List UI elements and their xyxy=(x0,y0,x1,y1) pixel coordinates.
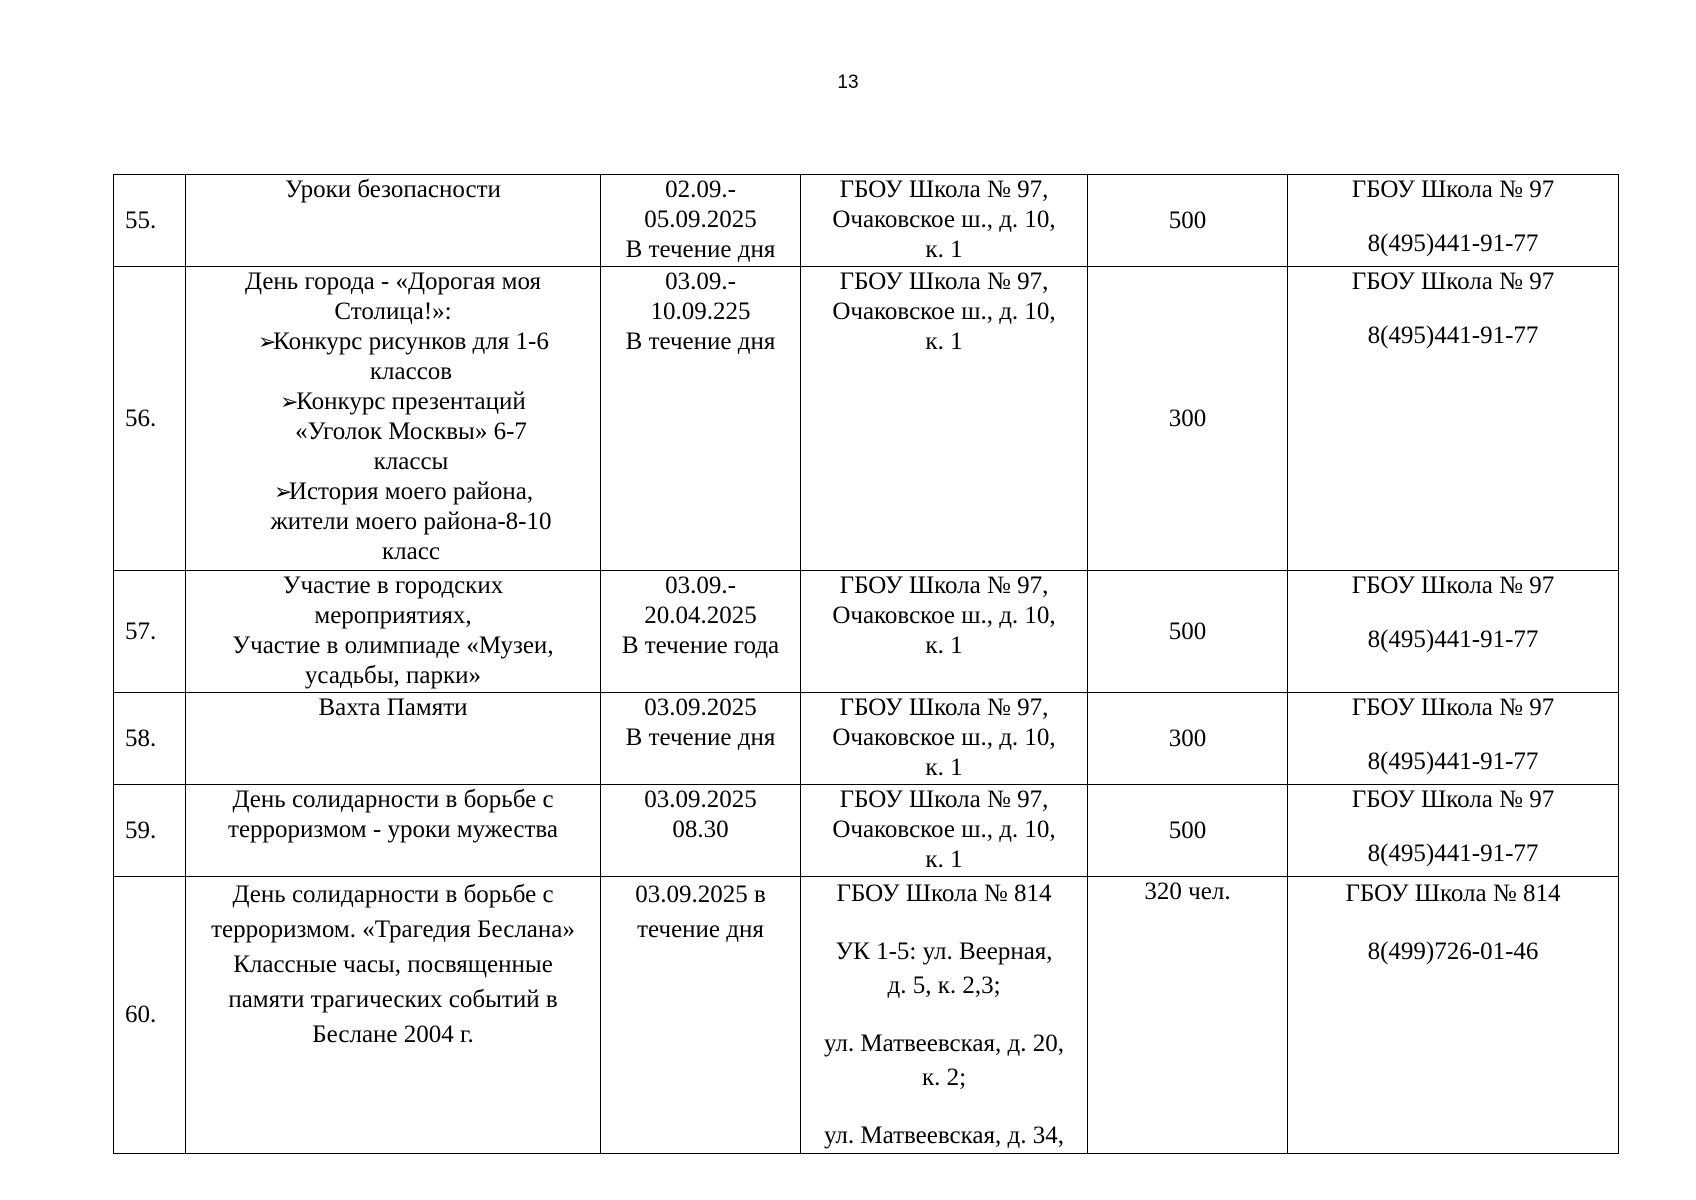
event-text: мероприятиях, xyxy=(314,602,472,629)
event-text: Беслане 2004 г. xyxy=(312,1021,474,1048)
responsible-name: ГБОУ Школа № 97 xyxy=(1351,694,1555,721)
venue-cell xyxy=(801,693,1088,785)
event-cell xyxy=(186,175,601,267)
venue-school: ГБОУ Школа № 814 xyxy=(836,880,1052,907)
row-number: 58. xyxy=(114,693,186,785)
venue-text: к. 1 xyxy=(925,632,963,659)
date-text: В течение дня xyxy=(625,236,776,263)
event-text: Вахта Памяти xyxy=(318,694,468,721)
responsible-name: ГБОУ Школа № 97 xyxy=(1351,572,1555,599)
venue-text: Очаковское ш., д. 10, xyxy=(832,206,1056,233)
date-text: 03.09.2025 xyxy=(644,786,757,813)
list-item: ➢ История моего района, жители моего района-8-10 класс xyxy=(270,478,552,565)
arrow-bullet-icon: ➢ xyxy=(258,329,277,354)
date-text: 05.09.2025 xyxy=(644,206,757,233)
dates-cell xyxy=(601,693,801,785)
responsible-phone: 8(495)441-91-77 xyxy=(1367,230,1539,257)
venue-cell xyxy=(801,571,1088,693)
venue-text: Очаковское ш., д. 10, xyxy=(832,298,1056,325)
venue-address: д. 5, к. 2,3; xyxy=(887,972,1001,999)
date-text: В течение года xyxy=(621,632,780,659)
row-number: 60. xyxy=(114,877,186,1154)
arrow-bullet-icon: ➢ xyxy=(274,479,293,504)
events-table xyxy=(113,174,1619,1154)
venue-text: ГБОУ Школа № 97, xyxy=(839,694,1049,721)
responsible-cell xyxy=(1288,175,1619,267)
event-cell xyxy=(186,571,601,693)
venue-text: ГБОУ Школа № 97, xyxy=(839,786,1049,813)
table-row xyxy=(114,785,1619,877)
participants-cell: 500 xyxy=(1088,785,1288,877)
responsible-name: ГБОУ Школа № 97 xyxy=(1351,786,1555,813)
venue-cell xyxy=(801,877,1088,1154)
row-number: 55. xyxy=(114,175,186,267)
participants-cell: 300 xyxy=(1088,693,1288,785)
responsible-phone: 8(495)441-91-77 xyxy=(1367,626,1539,653)
date-text: 20.04.2025 xyxy=(644,602,757,629)
event-cell xyxy=(186,693,601,785)
venue-text: ГБОУ Школа № 97, xyxy=(839,268,1049,295)
venue-text: Очаковское ш., д. 10, xyxy=(832,724,1056,751)
date-text: течение дня xyxy=(637,916,764,943)
table-row xyxy=(114,877,1619,1154)
table-row xyxy=(114,267,1619,571)
arrow-bullet-icon: ➢ xyxy=(280,389,299,414)
venue-text: к. 1 xyxy=(925,236,963,263)
venue-text: к. 1 xyxy=(925,846,963,873)
table-row xyxy=(114,175,1619,267)
participants-cell: 320 чел. xyxy=(1088,877,1288,1154)
dates-cell xyxy=(601,175,801,267)
responsible-phone: 8(495)441-91-77 xyxy=(1367,322,1539,349)
participants-cell: 500 xyxy=(1088,175,1288,267)
row-number: 56. xyxy=(114,267,186,571)
event-text: Классные часы, посвященные xyxy=(233,951,553,978)
responsible-cell xyxy=(1288,693,1619,785)
page-number: 13 xyxy=(837,72,859,93)
responsible-name: ГБОУ Школа № 814 xyxy=(1345,880,1561,907)
event-cell xyxy=(186,785,601,877)
participants-cell: 500 xyxy=(1088,571,1288,693)
list-item: ➢ Конкурс рисунков для 1-6 классов xyxy=(258,328,549,385)
row-number: 57. xyxy=(114,571,186,693)
responsible-cell xyxy=(1288,785,1619,877)
event-text: терроризмом. «Трагедия Беслана» xyxy=(211,916,575,943)
event-text: Участие в городских xyxy=(282,572,504,599)
event-text: День солидарности в борьбе с xyxy=(232,881,554,908)
event-cell xyxy=(186,877,601,1154)
event-text: усадьбы, парки» xyxy=(304,662,482,689)
row-number: 59. xyxy=(114,785,186,877)
event-text: День солидарности в борьбе с xyxy=(232,786,554,813)
date-text: В течение дня xyxy=(625,724,776,751)
event-text: памяти трагических событий в xyxy=(228,986,558,1013)
event-text: День города - «Дорогая моя xyxy=(244,268,542,295)
venue-text: ГБОУ Школа № 97, xyxy=(839,572,1049,599)
venue-cell xyxy=(801,785,1088,877)
table-row xyxy=(114,571,1619,693)
date-text: 10.09.225 xyxy=(650,298,751,325)
responsible-name: ГБОУ Школа № 97 xyxy=(1351,268,1555,295)
event-cell xyxy=(186,267,601,571)
responsible-cell xyxy=(1288,877,1619,1154)
event-text: терроризмом - уроки мужества xyxy=(228,816,558,843)
date-text: 03.09.- xyxy=(665,572,736,599)
list-item: ➢ Конкурс презентаций «Уголок Москвы» 6-7 классы xyxy=(280,388,527,475)
venue-text: Очаковское ш., д. 10, xyxy=(832,602,1056,629)
dates-cell xyxy=(601,571,801,693)
venue-text: Очаковское ш., д. 10, xyxy=(832,816,1056,843)
date-text: 03.09.2025 в xyxy=(635,881,766,908)
responsible-phone: 8(495)441-91-77 xyxy=(1367,748,1539,775)
venue-address: ул. Матвеевская, д. 20, xyxy=(824,1030,1064,1057)
venue-text: к. 1 xyxy=(925,328,963,355)
dates-cell xyxy=(601,877,801,1154)
date-text: В течение дня xyxy=(625,328,776,355)
venue-address: к. 2; xyxy=(921,1064,967,1091)
venue-address: УК 1-5: ул. Веерная, xyxy=(835,938,1053,965)
date-text: 02.09.- xyxy=(665,176,736,203)
date-text: 03.09.2025 xyxy=(644,694,757,721)
date-text: 03.09.- xyxy=(665,268,736,295)
venue-text: ГБОУ Школа № 97, xyxy=(839,176,1049,203)
table-row xyxy=(114,693,1619,785)
responsible-cell xyxy=(1288,571,1619,693)
responsible-cell xyxy=(1288,267,1619,571)
dates-cell xyxy=(601,267,801,571)
event-text: Участие в олимпиаде «Музеи, xyxy=(232,632,554,659)
venue-address: ул. Матвеевская, д. 34, xyxy=(824,1122,1064,1149)
venue-cell xyxy=(801,175,1088,267)
dates-cell xyxy=(601,785,801,877)
venue-cell xyxy=(801,267,1088,571)
responsible-phone: 8(495)441-91-77 xyxy=(1367,840,1539,867)
responsible-phone: 8(499)726-01-46 xyxy=(1367,938,1539,965)
responsible-name: ГБОУ Школа № 97 xyxy=(1351,176,1555,203)
date-text: 08.30 xyxy=(672,816,729,843)
event-text: Столица!»: xyxy=(334,298,452,325)
participants-cell: 300 xyxy=(1088,267,1288,571)
venue-text: к. 1 xyxy=(925,754,963,781)
event-text: Уроки безопасности xyxy=(285,176,501,203)
